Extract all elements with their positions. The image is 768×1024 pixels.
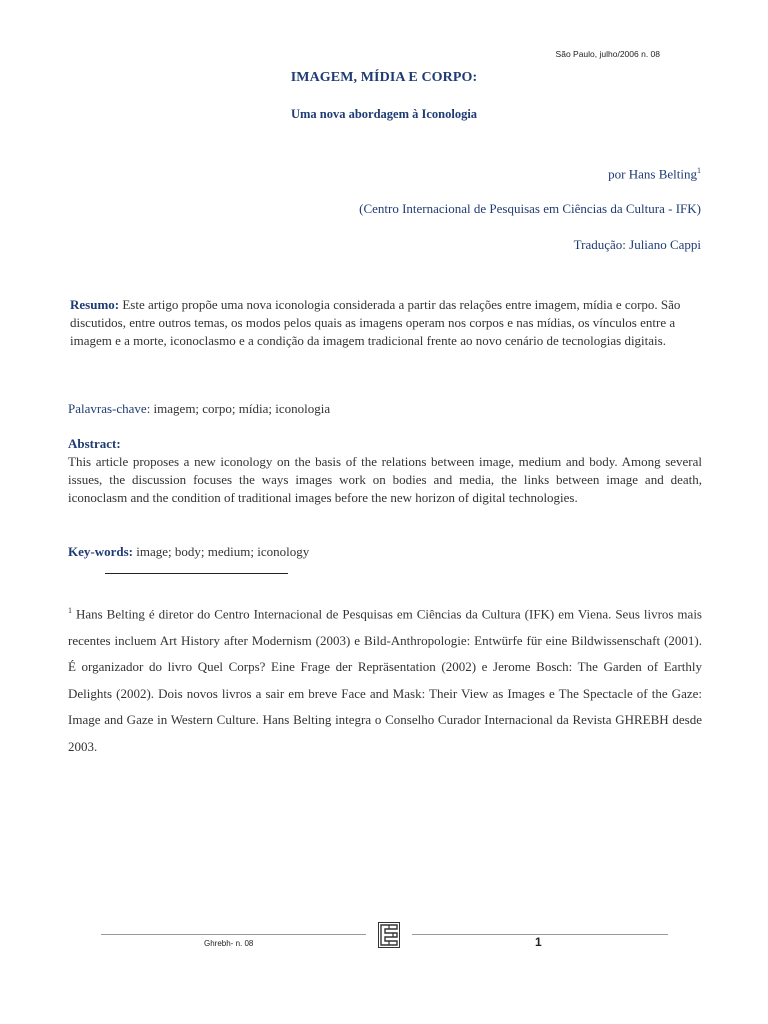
- keywords-text: image; body; medium; iconology: [133, 544, 310, 559]
- palavras-chave-label: Palavras-chave: [68, 401, 147, 416]
- footnote-paragraph: [68, 598, 702, 760]
- header-location-date: São Paulo, julho/2006 n. 08: [555, 49, 660, 59]
- abstract-label: Abstract:: [68, 436, 121, 451]
- abstract-heading: [68, 435, 702, 453]
- footnote-text: Hans Belting é diretor do Centro Internacional de Pesquisas em Ciências da Cultura (IFK) em Viena. Seus livros mais recentes incluem Art History after Modernism (2003) e Bild-Anthropologie: Entwürfe für eine Bildwissenschaft (2001). É organizador do livro Quel Corps? Eine Frage der Repräsentation (2002) e Jerome Bosch: The Garden of Earthly Delights (2002). Dois novos livros a sair em breve Face and Mask: Their View as Images e The Spectacle of the Gaze: Image and Gaze in Western Culture. Hans Belting integra o Conselho Curador Internacional da Revista GHREBH desde 2003.: [68, 606, 702, 754]
- journal-logo-icon: [378, 922, 400, 948]
- article-title: IMAGEM, MÍDIA E CORPO:: [290, 70, 478, 85]
- keywords-label: Key-words:: [68, 544, 133, 559]
- abstract-paragraph: This article proposes a new iconology on the basis of the relations between image, medium and body. Among several issues, the discussion focuses the ways images work on bodies and media, the links between image and death, iconoclasm and the condition of traditional images before the new horizon of digital technologies.: [68, 454, 702, 505]
- resumo-text: Este artigo propõe uma nova iconologia considerada a partir das relações entre imagem, mídia e corpo. São discutidos, entre outros temas, os modos pelos quais as imagens operam nos corpos e nas mídias, os vínculos entre a imagem e a morte, iconoclasmo e a condição da imagem tradicional frente ao novo cenário de tecnologias digitais.: [70, 297, 681, 348]
- resumo-paragraph: [70, 296, 701, 350]
- palavras-chave-line: [68, 400, 702, 418]
- footer-rule-left: [101, 934, 366, 935]
- page-number: 1: [535, 935, 542, 949]
- author-footnote-ref: 1: [697, 166, 701, 175]
- author-name: por Hans Belting: [608, 166, 697, 182]
- palavras-chave-text: : imagem; corpo; mídia; iconologia: [146, 401, 331, 416]
- footer-journal-name: Ghrebh- n. 08: [204, 939, 254, 948]
- footnote-number: 1: [68, 606, 72, 615]
- author-byline: [608, 166, 701, 182]
- article-subtitle: Uma nova abordagem à Iconologia: [290, 107, 478, 121]
- footnote-separator: [105, 573, 288, 574]
- author-affiliation: (Centro Internacional de Pesquisas em Ciências da Cultura - IFK): [359, 201, 701, 216]
- translator-credit: Tradução: Juliano Cappi: [573, 237, 701, 252]
- resumo-label: Resumo:: [70, 297, 120, 312]
- keywords-line: [68, 543, 702, 561]
